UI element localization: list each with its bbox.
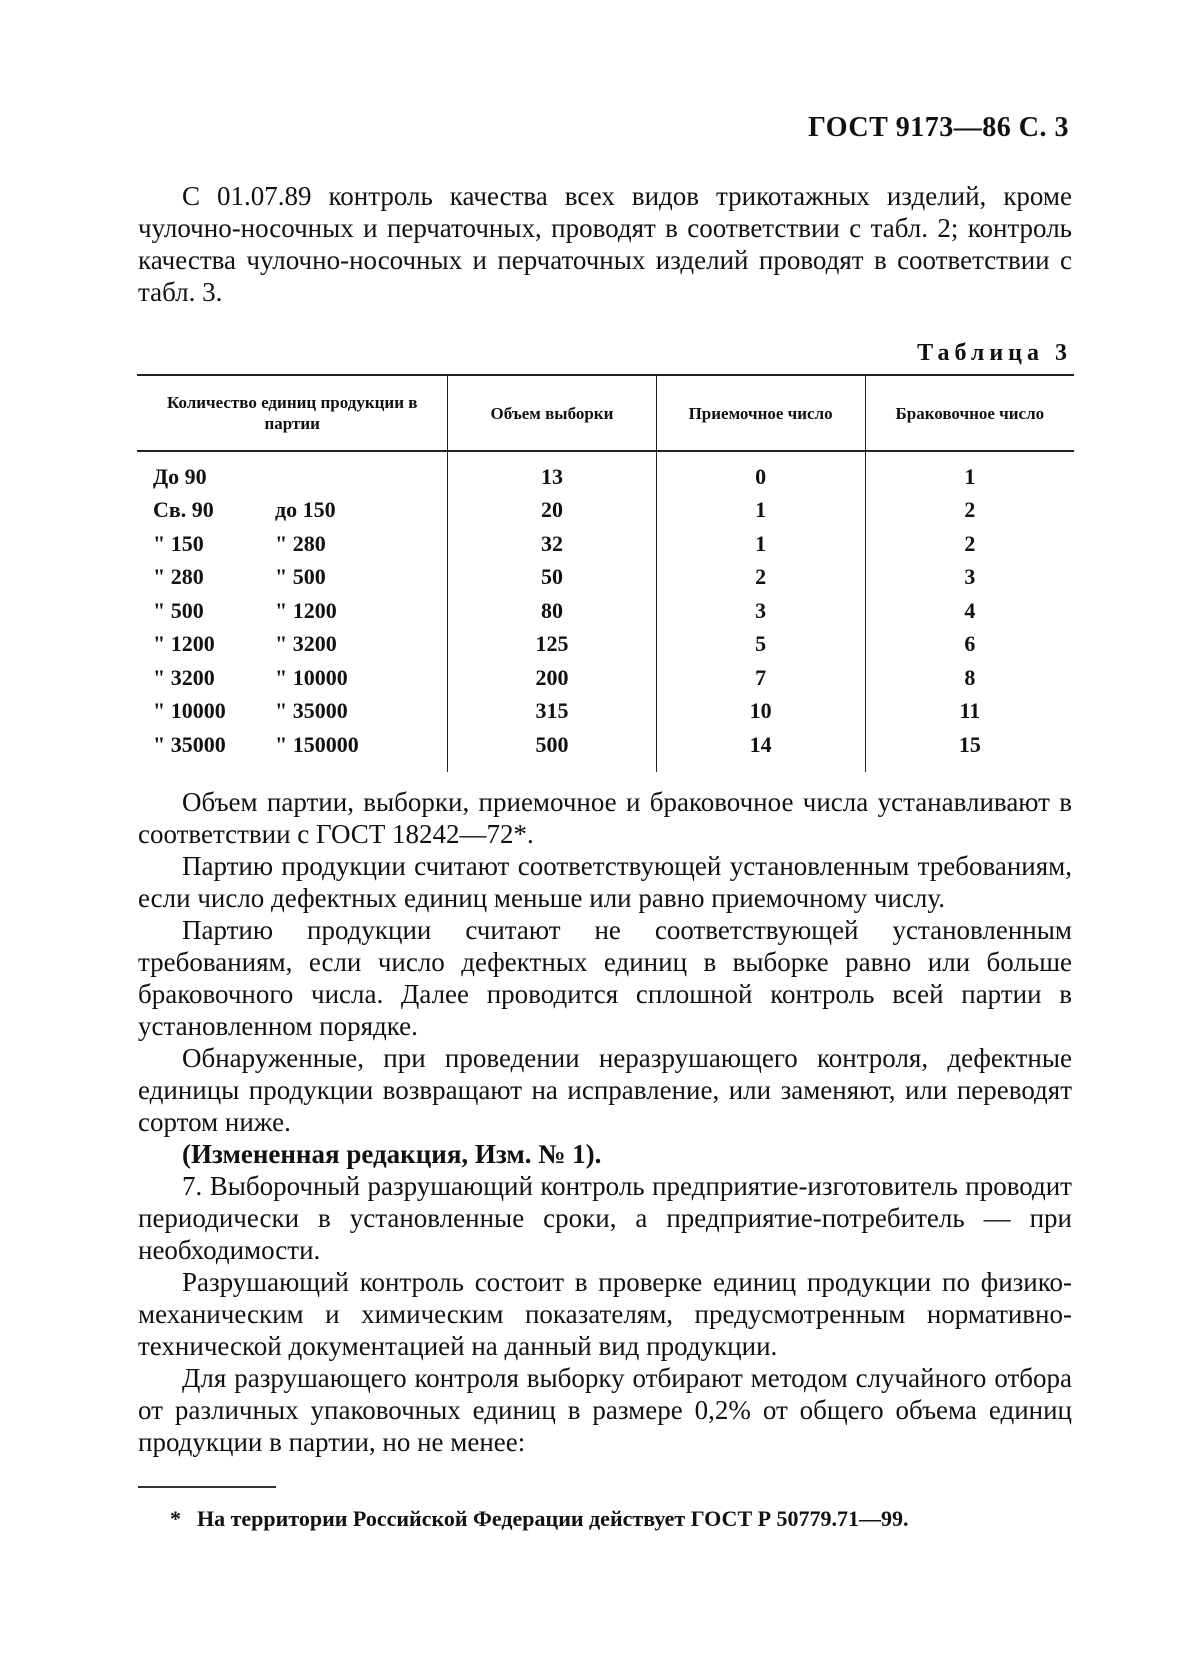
sample-size-cell: 32: [448, 527, 656, 561]
rejection-cell: 6: [865, 628, 1074, 662]
range-from: " 500: [153, 597, 204, 623]
footnote-marker: *: [170, 1506, 181, 1531]
acceptance-cell: 3: [656, 594, 865, 628]
paragraph-defective-units: Обнаруженные, при проведении неразрушающего контроля, дефектные единицы продукции возвращают на исправление, или заменяют, или переводят сортом ниже.: [138, 1043, 1072, 1137]
table-header-row: [137, 375, 1074, 451]
range-from: " 35000: [153, 731, 226, 757]
sample-size-cell: 315: [448, 695, 656, 729]
lot-size-cell: [137, 527, 448, 561]
body-section: [138, 786, 1072, 1458]
lot-size-cell: [137, 561, 448, 595]
lot-size-cell: [137, 728, 448, 772]
table-row: [137, 628, 1074, 662]
sampling-table: [137, 374, 1074, 772]
range-from: " 10000: [153, 698, 226, 724]
rejection-cell: 4: [865, 594, 1074, 628]
lot-size-cell: [137, 628, 448, 662]
header-acceptance-number: Приемочное число: [656, 375, 865, 451]
range-to: " 500: [275, 564, 326, 590]
rejection-cell: 11: [865, 695, 1074, 729]
range-from: " 1200: [153, 631, 215, 657]
range-to: до 150: [275, 497, 336, 523]
range-to: " 1200: [275, 597, 337, 623]
table-row: [137, 451, 1074, 494]
table-row: [137, 527, 1074, 561]
range-to: " 10000: [275, 664, 348, 690]
range-to: " 3200: [275, 631, 337, 657]
sample-size-cell: 13: [448, 451, 656, 494]
table-caption: Таблица 3: [917, 340, 1072, 366]
footnote-text: На территории Российской Федерации действует ГОСТ Р 50779.71—99.: [197, 1506, 909, 1531]
rejection-cell: 3: [865, 561, 1074, 595]
rejection-cell: 2: [865, 527, 1074, 561]
lot-size-cell: [137, 695, 448, 729]
acceptance-cell: 1: [656, 494, 865, 528]
range-from: Св. 90: [153, 497, 214, 523]
footnote-divider: [138, 1486, 276, 1488]
paragraph-lot-volume: Объем партии, выборки, приемочное и браковочное числа устанавливают в соответствии с ГОСТ 18242—72*.: [138, 787, 1072, 849]
range-from: " 150: [153, 530, 204, 556]
sample-size-cell: 125: [448, 628, 656, 662]
acceptance-cell: 0: [656, 451, 865, 494]
table-3: [137, 374, 1074, 772]
acceptance-cell: 14: [656, 728, 865, 772]
range-to: " 280: [275, 530, 326, 556]
acceptance-cell: 10: [656, 695, 865, 729]
sample-size-cell: 20: [448, 494, 656, 528]
range-from: " 280: [153, 564, 204, 590]
header-lot-size: Количество единиц продукции в партии: [137, 375, 448, 451]
table-row: [137, 661, 1074, 695]
amendment-note: (Измененная редакция, Изм. № 1).: [182, 1139, 602, 1169]
range-to: " 35000: [275, 698, 348, 724]
range-from: " 3200: [153, 664, 215, 690]
table-row: [137, 594, 1074, 628]
range-to: " 150000: [275, 731, 359, 757]
lot-size-cell: [137, 451, 448, 494]
rejection-cell: 15: [865, 728, 1074, 772]
rejection-cell: 8: [865, 661, 1074, 695]
intro-paragraph: С 01.07.89 контроль качества всех видов трикотажных изделий, кроме чулочно-носочных и перчаточных, проводят в соответствии с табл. 2; контроль качества чулочно-носочных и перчаточных изделий проводят в соответствии с табл. 3.: [138, 181, 1072, 307]
range-from: До 90: [153, 463, 207, 489]
acceptance-cell: 7: [656, 661, 865, 695]
rejection-cell: 2: [865, 494, 1074, 528]
acceptance-cell: 5: [656, 628, 865, 662]
sample-size-cell: 500: [448, 728, 656, 772]
sample-size-cell: 80: [448, 594, 656, 628]
paragraph-clause-7: 7. Выборочный разрушающий контроль предприятие-изготовитель проводит периодически в установленные сроки, а предприятие-потребитель — при необходимости.: [138, 1171, 1072, 1265]
table-row: [137, 695, 1074, 729]
acceptance-cell: 2: [656, 561, 865, 595]
table-row: [137, 728, 1074, 772]
table-row: [137, 561, 1074, 595]
paragraph-sampling-method: Для разрушающего контроля выборку отбирают методом случайного отбора от различных упаковочных единиц в размере 0,2% от общего объема единиц продукции в партии, но не менее:: [138, 1363, 1072, 1457]
lot-size-cell: [137, 661, 448, 695]
header-rejection-number: Браковочное число: [865, 375, 1074, 451]
acceptance-cell: 1: [656, 527, 865, 561]
paragraph-lot-conforming: Партию продукции считают соответствующей установленным требованиям, если число дефектных единиц меньше или равно приемочному числу.: [138, 851, 1072, 913]
rejection-cell: 1: [865, 451, 1074, 494]
lot-size-cell: [137, 594, 448, 628]
lot-size-cell: [137, 494, 448, 528]
intro-section: [138, 180, 1072, 308]
paragraph-lot-nonconforming: Партию продукции считают не соответствующей установленным требованиям, если число дефектных единиц в выборке равно или больше браковочного числа. Далее проводится сплошной контроль всей партии в установленном порядке.: [138, 915, 1072, 1041]
footnote: [170, 1506, 909, 1532]
paragraph-destructive-control: Разрушающий контроль состоит в проверке единиц продукции по физико-механическим и химическим показателям, предусмотренным нормативно-технической документацией на данный вид продукции.: [138, 1267, 1072, 1361]
header-sample-size: Объем выборки: [448, 375, 656, 451]
sample-size-cell: 200: [448, 661, 656, 695]
table-row: [137, 494, 1074, 528]
sample-size-cell: 50: [448, 561, 656, 595]
running-header: ГОСТ 9173—86 С. 3: [808, 112, 1069, 143]
